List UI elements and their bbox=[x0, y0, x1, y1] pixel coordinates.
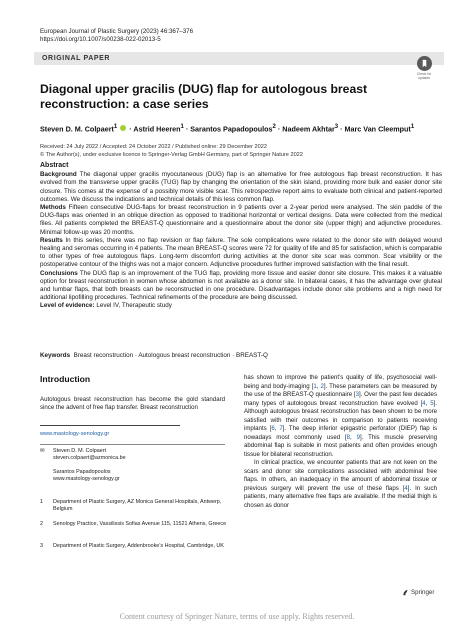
paragraph-text: , bbox=[425, 399, 431, 407]
author-name[interactable]: Astrid Heeren bbox=[133, 124, 181, 134]
citation-link[interactable]: 5 bbox=[430, 399, 434, 407]
abstract-text: In this series, there was no flap revision or flap failure. The sole complications were related to the donor site with delayed wound healing and seromas occurring in 4 patients. The mean BREAST-Q scores were 72 for quality of life and 85 for satisfaction, which is comparable to other types of free autologous flaps. Long-term discomfort during activities at the donor site scar was common. Scar visibility or the postoperative contour of the thighs was not a major concern. Adjunctive procedures further improved satisfaction with the final result. bbox=[40, 236, 443, 269]
abstract-heading: Abstract bbox=[40, 162, 69, 169]
abstract-label: Level of evidence: bbox=[40, 302, 95, 310]
citation-link[interactable]: 3 bbox=[355, 391, 359, 398]
check-bookmark-icon bbox=[417, 56, 432, 71]
abstract-label: Conclusions bbox=[40, 269, 78, 277]
correspondent-email[interactable]: steven.colpaert@azmonica.be bbox=[53, 455, 126, 462]
keywords bbox=[40, 352, 268, 359]
citation-link[interactable]: 1 bbox=[313, 382, 317, 390]
author-affiliation: 1 bbox=[180, 124, 184, 130]
introduction-right-column bbox=[244, 374, 437, 510]
copyright-line: © The Author(s), under exclusive licence to Springer-Verlag GmbH Germany, part of Springer Nature 2022 bbox=[40, 151, 303, 158]
abstract-level-of-evidence bbox=[40, 302, 442, 310]
paragraph-text: ]. Over the past few decades many types of autologous breast reconstruction have evolved [ bbox=[244, 391, 437, 407]
paragraph-text: ]. In such patients, many alternative free flaps are available. If the medial thigh is chosen as donor bbox=[244, 484, 437, 509]
citation-link[interactable]: 8 bbox=[346, 433, 351, 441]
paragraph-text: ]. The deep inferior epigastric perforator (DIEP) flap is nowadays most commonly used [ bbox=[244, 425, 438, 441]
abstract-label: Methods bbox=[40, 204, 66, 212]
courtesy-notice: Content courtesy of Springer Nature, terms of use apply. Rights reserved. bbox=[119, 612, 355, 621]
paragraph-text: ]. Although autologous breast reconstruction has been shown to be more satisfied with their outcomes in comparison to patients receiving implants [ bbox=[244, 399, 437, 432]
abstract-label: Results bbox=[40, 236, 63, 244]
author-affiliation: 1 bbox=[113, 124, 118, 130]
affiliation-number: 2 bbox=[40, 521, 43, 527]
author-name[interactable]: Nadeem Akhtar bbox=[282, 124, 335, 134]
paragraph-text: ]. These parameters can be measured by the use of the BREAST-Q questionnaire [ bbox=[244, 382, 438, 398]
keywords-label: Keywords bbox=[40, 352, 71, 359]
orcid-icon[interactable] bbox=[120, 125, 126, 131]
author-separator: · bbox=[277, 124, 281, 134]
correspondent-email[interactable]: www.mastology-senology.gr bbox=[53, 476, 120, 483]
paragraph-text: has shown to improve the patient’s quality of life, psychosocial well-being and body-imaging [ bbox=[244, 374, 437, 390]
journal-citation: European Journal of Plastic Surgery (2023) 46:367–376 bbox=[40, 28, 194, 35]
introduction-heading: Introduction bbox=[40, 374, 91, 384]
envelope-icon: ✉ bbox=[40, 448, 45, 454]
footnote-separator bbox=[40, 444, 225, 445]
affiliation-text: Department of Plastic Surgery, AZ Monica General Hospitals, Antwerp, Belgium bbox=[53, 499, 222, 513]
correspondent-name: Sarantos Papadopoulos bbox=[53, 468, 111, 475]
citation-link[interactable]: 7 bbox=[279, 425, 283, 432]
author-affiliation: 3 bbox=[334, 124, 339, 130]
citation-link[interactable]: 4 bbox=[422, 399, 426, 407]
introduction-left-text: Autologous breast reconstruction has become the gold standard since the advent of free flap transfer. Breast reconstruction bbox=[40, 396, 225, 412]
publication-dates bbox=[40, 144, 303, 159]
paragraph-text: , bbox=[316, 382, 321, 390]
footnote-url-link[interactable]: www.mastology-senology.gr bbox=[40, 431, 110, 437]
abstract-background bbox=[40, 171, 442, 204]
author-separator: · bbox=[340, 124, 343, 134]
affiliation-3 bbox=[40, 543, 230, 550]
affiliation-2 bbox=[40, 521, 230, 528]
abstract-methods bbox=[40, 204, 442, 237]
author-separator: · bbox=[129, 124, 132, 134]
affiliation-text: Senology Practice, Vassilissis Sofias Avenue 115, 11521 Athens, Greece bbox=[53, 521, 227, 527]
abstract-results bbox=[40, 237, 442, 270]
abstract-text: The DUG flap is an improvement of the TUG flap, providing more tissue and easier donor site closure. This makes it a valuable option for breast reconstruction in women whose abdomen is not available as a donor site. In bilateral cases, it has the advantage over gluteal and lumbar flaps, that both breasts can be reconstructed in one procedure. Disadvantages include donor site problems and a high need for additional lipofilling procedures. Technical refinements of the procedure are being discussed. bbox=[40, 269, 442, 302]
author-affiliation: 2 bbox=[272, 124, 276, 130]
author-name[interactable]: Marc Van Cleemput bbox=[344, 124, 411, 134]
check-for-updates-badge[interactable] bbox=[412, 56, 436, 80]
correspondence-block bbox=[40, 448, 230, 484]
introduction-paragraph bbox=[244, 374, 437, 459]
springer-horse-icon bbox=[402, 589, 409, 596]
paragraph-text: ]. This muscle preserving abdominal flap is suitable in most patients and often provides enough tissue for bilateral reconstruction. bbox=[244, 433, 438, 458]
author-name[interactable]: Steven D. M. Colpaert bbox=[40, 124, 114, 134]
abstract bbox=[40, 162, 442, 311]
keywords-text: Breast reconstruction · Autologous breast reconstruction · BREAST-Q bbox=[73, 352, 268, 359]
publisher-logo bbox=[402, 589, 434, 596]
author-separator: · bbox=[185, 124, 189, 134]
citation-link[interactable]: 2 bbox=[320, 382, 324, 390]
abstract-text: Fifteen consecutive DUG-flaps for breast reconstruction in 9 patients over a 2-year period were analysed. The skin paddle of the DUG-flaps was oriented in an oblique direction as opposed to traditional horizontal or vertical designs. Data were collected from the medical files. All patients completed the BREAST-Q questionnaire and a questionnaire about the donor site (upper thigh) and adjunctive procedures. Minimal follow-up was 20 months. bbox=[40, 204, 442, 236]
author-affiliation: 1 bbox=[410, 124, 415, 130]
affiliation-text: Department of Plastic Surgery, Addenbrooke’s Hospital, Cambridge, UK bbox=[53, 543, 224, 549]
publisher-name: Springer bbox=[411, 589, 435, 596]
author-list bbox=[40, 124, 460, 133]
footnote-divider bbox=[40, 425, 180, 426]
citation-link[interactable]: 9 bbox=[356, 433, 360, 441]
abstract-label: Background bbox=[40, 171, 77, 179]
citation-link[interactable]: 6 bbox=[271, 425, 275, 432]
citation-link[interactable]: 4 bbox=[404, 484, 408, 492]
section-label: ORIGINAL PAPER bbox=[34, 52, 444, 65]
correspondent-name: Steven D. M. Colpaert bbox=[53, 448, 107, 454]
doi-link[interactable]: https://doi.org/10.1007/s00238-022-02013-5 bbox=[40, 36, 161, 44]
affiliation-number: 3 bbox=[40, 543, 43, 549]
author-name[interactable]: Sarantos Papadopoulos bbox=[190, 124, 273, 134]
check-badge-label: Check for updates bbox=[416, 72, 432, 80]
journal-header bbox=[40, 28, 193, 44]
introduction-paragraph bbox=[244, 459, 437, 510]
abstract-text: Level IV, Therapeutic study bbox=[96, 302, 172, 310]
article-title: Diagonal upper gracilis (DUG) flap for autologous breast reconstruction: a case series bbox=[40, 82, 368, 111]
abstract-text: The diagonal upper gracilis myocutaneous (DUG) flap is an alternative for free autologous flap breast reconstruction. It has evolved from the transverse upper gracilis (TUG) flap by changing the orientation of the skin island, providing more bulk and easier donor site closure. This comes at the expense of a possibly more visible scar. This retrospective report aims to evaluate both clinical and patient-reported outcomes. We discuss the indications and technical details of this less common flap. bbox=[40, 171, 442, 203]
paragraph-text: , bbox=[350, 433, 357, 441]
paragraph-text: , bbox=[274, 425, 280, 432]
date-line: Received: 24 July 2022 / Accepted: 24 October 2022 / Published online: 29 December 2022 bbox=[40, 144, 268, 150]
affiliation-1 bbox=[40, 499, 230, 514]
affiliation-number: 1 bbox=[40, 499, 43, 505]
paragraph-text: In clinical practice, we encounter patients that are not keen on the scars and donor site complications associated with abdominal free flaps. In others, an inadequacy in the amount of abdominal tissue or previous surgery will prevent the use of these flaps [ bbox=[244, 459, 437, 492]
abstract-conclusions bbox=[40, 270, 442, 303]
